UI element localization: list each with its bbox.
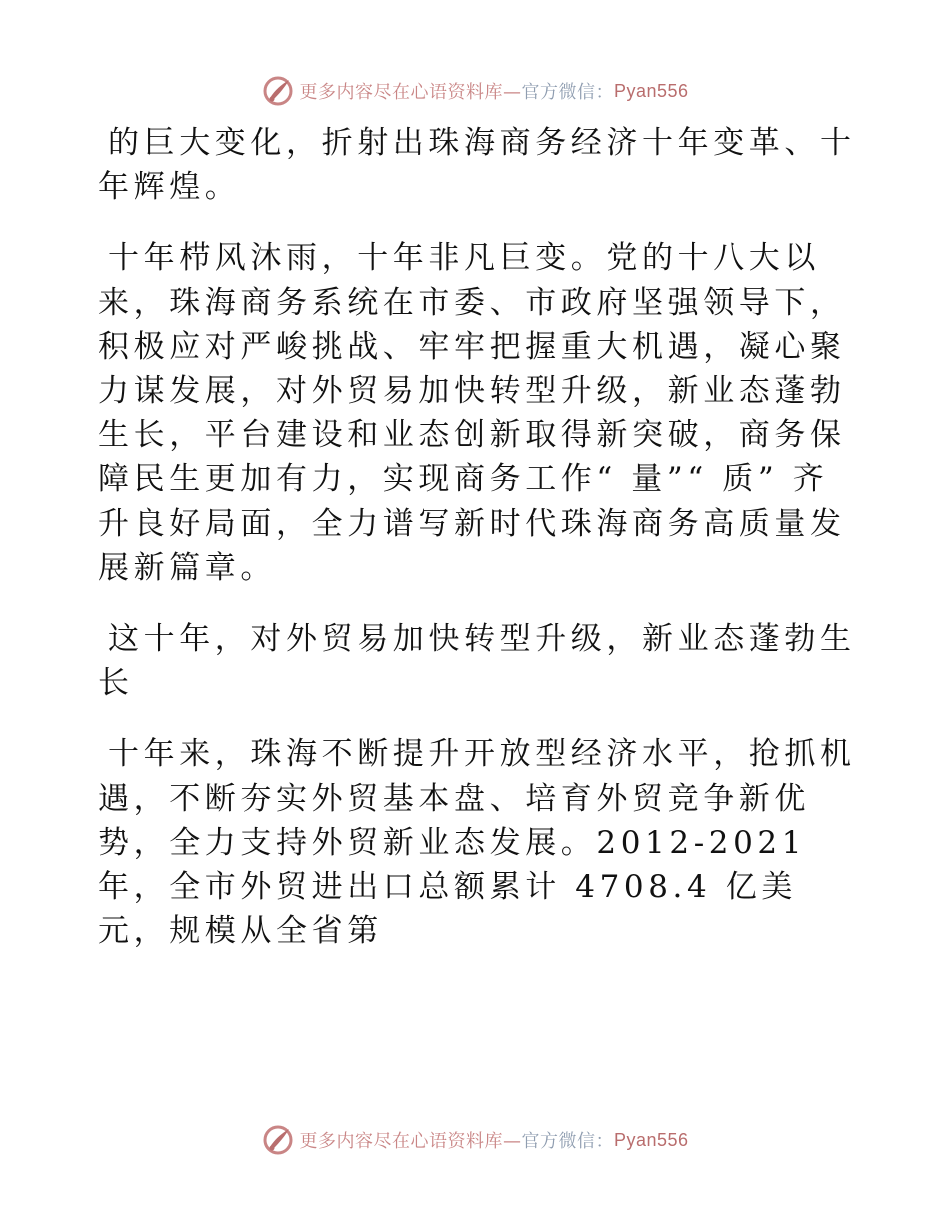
- paragraph-3-heading: 这十年，对外贸易加快转型升级，新业态蓬勃生长: [98, 621, 856, 702]
- watermark-official-text: 官方微信：: [521, 1131, 614, 1152]
- paragraph-2: 十年栉风沐雨，十年非凡巨变。党的十八大以来，珠海商务系统在市委、市政府坚强领导下，积极应对严峻挑战、牢牢把握重大机遇，凝心聚力谋发展，对外贸易加快转型升级，新业态蓬勃生长，平台建设和业态创新取得新突破，商务保障民生更加有力，实现商务工作“ 量”“ 质” 齐升良好局面，全力谱写新时代珠海商务高质量发展新篇章。: [98, 240, 846, 586]
- watermark-official-text: 官方微信：: [521, 82, 614, 103]
- watermark-main-text: 更多内容尽在心语资料库—: [299, 82, 522, 103]
- brush-logo-icon: [261, 74, 295, 108]
- paragraph-1: 的巨大变化，折射出珠海商务经济十年变革、十年辉煌。: [98, 125, 856, 206]
- watermark-wechat-id: Pyan556: [613, 1129, 689, 1150]
- watermark-main-text: 更多内容尽在心语资料库—: [299, 1131, 522, 1152]
- header-watermark: [0, 71, 950, 111]
- footer-watermark: [0, 1120, 950, 1160]
- paragraph-4: 十年来，珠海不断提升开放型经济水平，抢抓机遇，不断夯实外贸基本盘、培育外贸竞争新优势，全力支持外贸新业态发展。2012-2021 年，全市外贸进出口总额累计 4708.4 亿美元，规模从全省第: [98, 736, 856, 950]
- brush-logo-icon: [261, 1123, 295, 1157]
- watermark-wechat-id: Pyan556: [613, 80, 689, 101]
- document-body: [98, 121, 858, 953]
